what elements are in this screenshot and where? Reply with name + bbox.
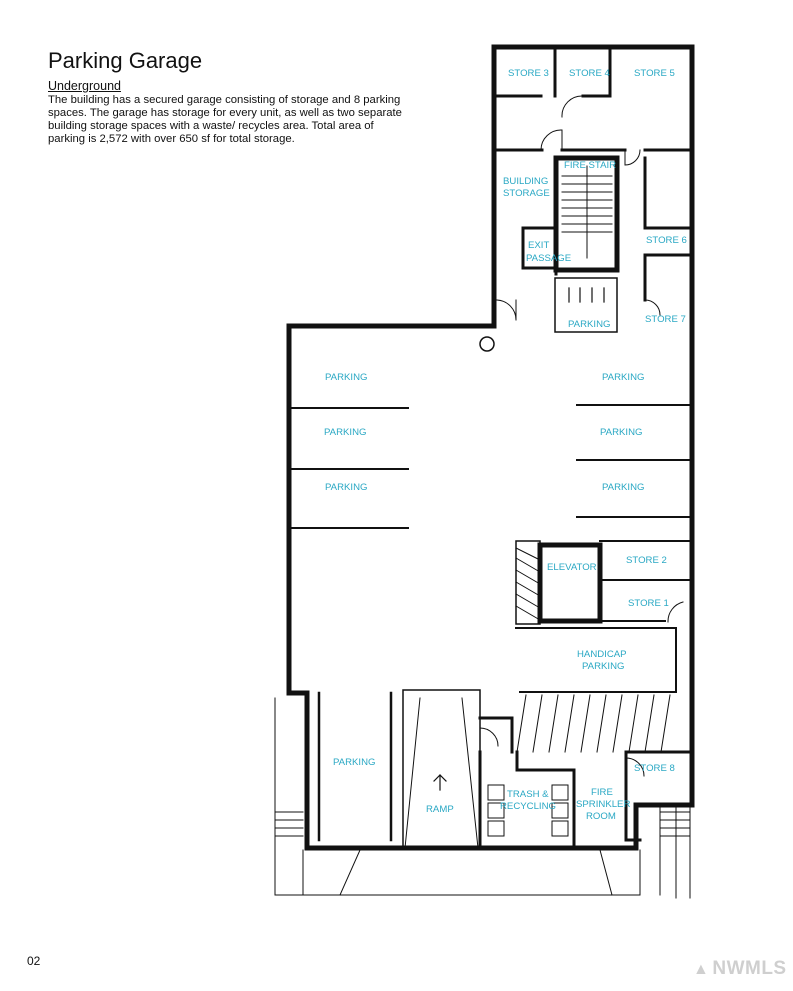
- hatch: [516, 548, 540, 620]
- label-parking: PARKING: [602, 372, 645, 383]
- label-fire-sprinkler-room: ROOM: [586, 811, 616, 822]
- interior-wall: [523, 228, 556, 274]
- label-parking: PARKING: [600, 427, 643, 438]
- label-exit-passage: PASSAGE: [526, 253, 572, 264]
- parking-stall-lines: [291, 405, 690, 528]
- interior-wall: [480, 718, 688, 848]
- label-fire-sprinkler-room: FIRE: [591, 787, 613, 798]
- label-store4: STORE 4: [569, 68, 610, 79]
- label-store1: STORE 1: [628, 598, 669, 609]
- watermark-text: NWMLS: [712, 958, 787, 979]
- stall-lines: [569, 288, 604, 302]
- page-title: Parking Garage: [48, 48, 203, 73]
- column: [480, 337, 494, 351]
- label-trash-recycling: TRASH &: [507, 789, 549, 800]
- label-trash-recycling: RECYCLING: [500, 801, 556, 812]
- label-parking: PARKING: [602, 482, 645, 493]
- handicap-lines: [516, 628, 676, 692]
- elevator-wall: [540, 545, 600, 621]
- label-elevator: ELEVATOR: [547, 562, 597, 573]
- interior-wall: [496, 47, 690, 150]
- description-text: The building has a secured garage consisting of storage and 8 parking spaces. The garage has storage for every unit, as well as two separate building storage spaces with a waste/ recycles area. Total area of parking is 2,572 with over 650 sf for total storage.: [48, 94, 402, 145]
- label-handicap-parking: PARKING: [582, 661, 625, 672]
- mountain-logo-icon: ▲: [693, 961, 710, 978]
- ramp-edges: [405, 698, 478, 848]
- outer-wall: [289, 47, 692, 848]
- section-subtitle: Underground: [48, 79, 121, 93]
- page-number: 02: [27, 954, 41, 968]
- label-store2: STORE 2: [626, 555, 667, 566]
- label-building-storage: BUILDING: [503, 176, 549, 187]
- label-store8: STORE 8: [634, 763, 675, 774]
- label-store6: STORE 6: [646, 235, 687, 246]
- label-exit-passage: EXIT: [528, 240, 550, 251]
- exterior-stair: [275, 812, 690, 836]
- interior-wall: [600, 541, 690, 621]
- label-store5: STORE 5: [634, 68, 675, 79]
- label-parking: PARKING: [325, 482, 368, 493]
- ramp: [403, 690, 480, 848]
- ramp-arrow: [434, 775, 446, 790]
- label-building-storage: STORAGE: [503, 188, 550, 199]
- label-fire-stair: FIRE STAIR: [564, 160, 617, 171]
- label-accessible-parking: PARKING: [568, 319, 611, 330]
- hatch: [517, 695, 670, 752]
- label-parking: PARKING: [333, 757, 376, 768]
- stair-steps: [562, 166, 612, 258]
- label-parking: PARKING: [325, 372, 368, 383]
- label-handicap-parking: HANDICAP: [577, 649, 627, 660]
- label-store7: STORE 7: [645, 314, 686, 325]
- label-fire-sprinkler-room: SPRINKLER: [576, 799, 631, 810]
- interior-wall: [645, 158, 690, 300]
- label-store3: STORE 3: [508, 68, 549, 79]
- label-ramp: RAMP: [426, 804, 454, 815]
- label-parking: PARKING: [324, 427, 367, 438]
- watermark: [693, 958, 787, 980]
